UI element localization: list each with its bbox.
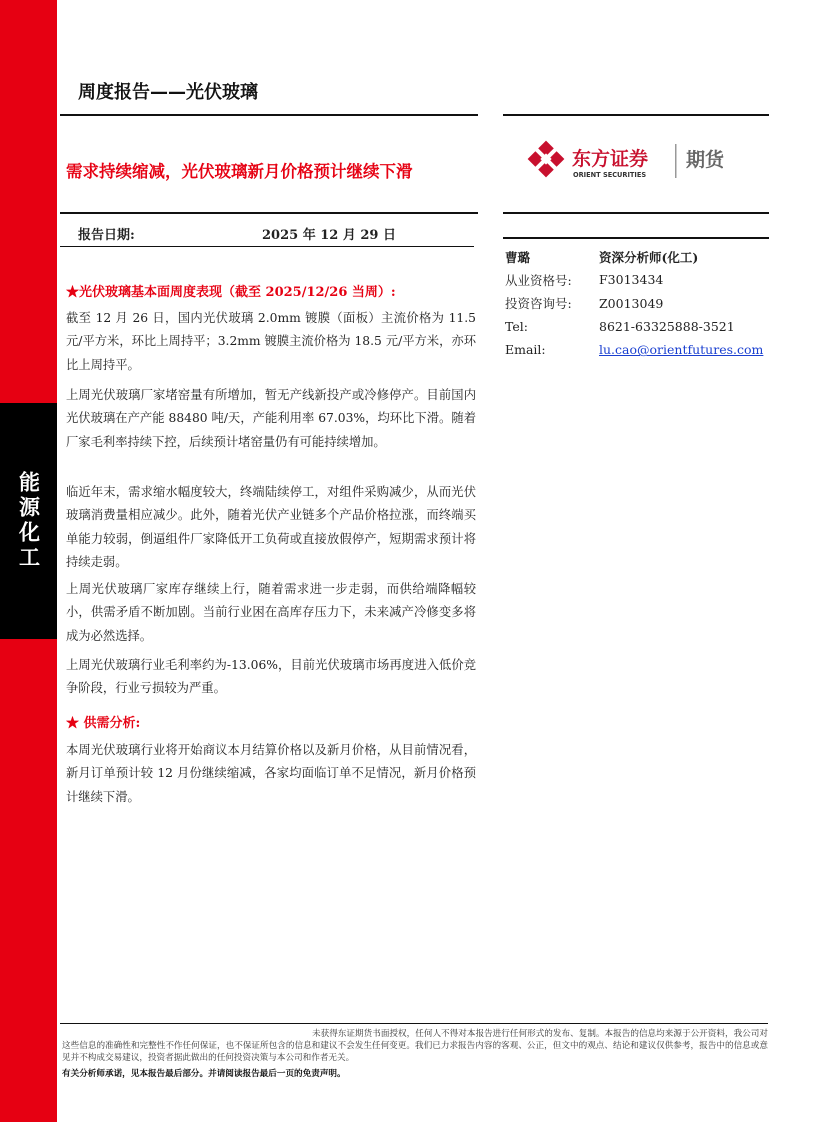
company-logo [525, 140, 745, 182]
qualification-value: F3013434 [599, 272, 664, 288]
logo-company-en: ORIENT SECURITIES [573, 171, 647, 179]
supply-demand-section-title: ★ 供需分析: [66, 716, 141, 731]
paragraph-inventory: 上周光伏玻璃厂家库存继续上行，随着需求进一步走弱，而供给端降幅较小，供需矛盾不断加剧。当前行业困在高库存压力下，未来减产冷修变多将成为必然选择。 [66, 582, 476, 643]
analyst-name-row [505, 245, 765, 268]
advisory-label: 投资咨询号: [505, 296, 572, 312]
disclaimer-notice: 有关分析师承诺，见本报告最后部分。并请阅读报告最后一页的免责声明。 [62, 1069, 346, 1079]
header-rule-right [503, 114, 769, 116]
paragraph-price: 截至 12 月 26 日，国内光伏玻璃 2.0mm 镀膜（面板）主流价格为 11.5 元/平方米，环比上周持平；3.2mm 镀膜主流价格为 18.5 元/平方米，亦环比上周持平。 [66, 311, 476, 372]
disclaimer [62, 1028, 768, 1064]
analyst-tel-row [505, 315, 765, 338]
report-date-value: 2025 年 12 月 29 日 [262, 228, 396, 243]
analyst-info [505, 245, 765, 361]
logo-company-cn: 东方证券 [572, 148, 649, 170]
date-rule [60, 246, 474, 247]
tel-value: 8621-63325888-3521 [599, 319, 735, 335]
paragraph-demand: 临近年末，需求缩水幅度较大，终端陆续停工，对组件采购减少，从而光伏玻璃消费量相应减少。此外，随着光伏产业链多个产品价格拉涨，而终端买单能力较弱，倒逼组件厂家降低开工负荷或直接放假停产，短期需求预计将持续走弱。 [66, 485, 476, 569]
sector-label: 能源化工 [16, 471, 41, 571]
paragraph-outlook: 本周光伏玻璃行业将开始商议本月结算价格以及新月价格，从目前情况看，新月订单预计较 12 月份继续缩减，各家均面临订单不足情况，新月价格预计继续下滑。 [66, 743, 476, 804]
analyst-qualification-row [505, 268, 765, 291]
qualification-label: 从业资格号: [505, 272, 572, 288]
tel-label: Tel: [505, 319, 528, 335]
report-date-label: 报告日期: [78, 228, 135, 243]
headline-rule-right [503, 212, 769, 214]
orient-securities-logo [525, 140, 745, 182]
headline-rule-left [60, 212, 478, 214]
report-headline: 需求持续缩减，光伏玻璃新月价格预计继续下滑 [66, 162, 413, 181]
analyst-title: 资深分析师(化工) [599, 249, 699, 265]
analyst-name: 曹璐 [505, 249, 531, 265]
paragraph-supply: 上周光伏玻璃厂家堵窑量有所增加，暂无产线新投产或冷修停产。目前国内光伏玻璃在产产能 88480 吨/天，产能利用率 67.03%，均环比下滑。随着厂家毛利率持续下控，后续预计堵窑量仍有可能持续增加。 [66, 388, 476, 449]
advisory-value: Z0013049 [599, 295, 664, 311]
fundamentals-section-title: ★光伏玻璃基本面周度表现（截至 2025/12/26 当周）: [66, 285, 396, 300]
header-rule-left [60, 114, 478, 116]
logo-division: 期货 [686, 149, 725, 171]
disclaimer-text: 未获得东证期货书面授权，任何人不得对本报告进行任何形式的发布、复制。本报告的信息均来源于公开资料，我公司对这些信息的准确性和完整性不作任何保证，也不保证所包含的信息和建议不会发生任何变更。我们已力求报告内容的客观、公正，但文中的观点、结论和建议仅供参考，报告中的信息或意见并不构成交易建议，投资者据此做出的任何投资决策与本公司和作者无关。 [62, 1029, 768, 1063]
paragraph-margin: 上周光伏玻璃行业毛利率约为-13.06%，目前光伏玻璃市场再度进入低价竞争阶段，行业亏损较为严重。 [66, 658, 476, 696]
analyst-advisory-row [505, 292, 765, 315]
analyst-email-row [505, 338, 765, 361]
footer-rule [60, 1023, 768, 1024]
email-link[interactable]: lu.cao@orientfutures.com [599, 342, 764, 358]
email-label: Email: [505, 342, 546, 358]
sector-tab [0, 403, 57, 639]
analyst-rule [503, 237, 769, 239]
report-type-title: 周度报告——光伏玻璃 [78, 82, 258, 103]
